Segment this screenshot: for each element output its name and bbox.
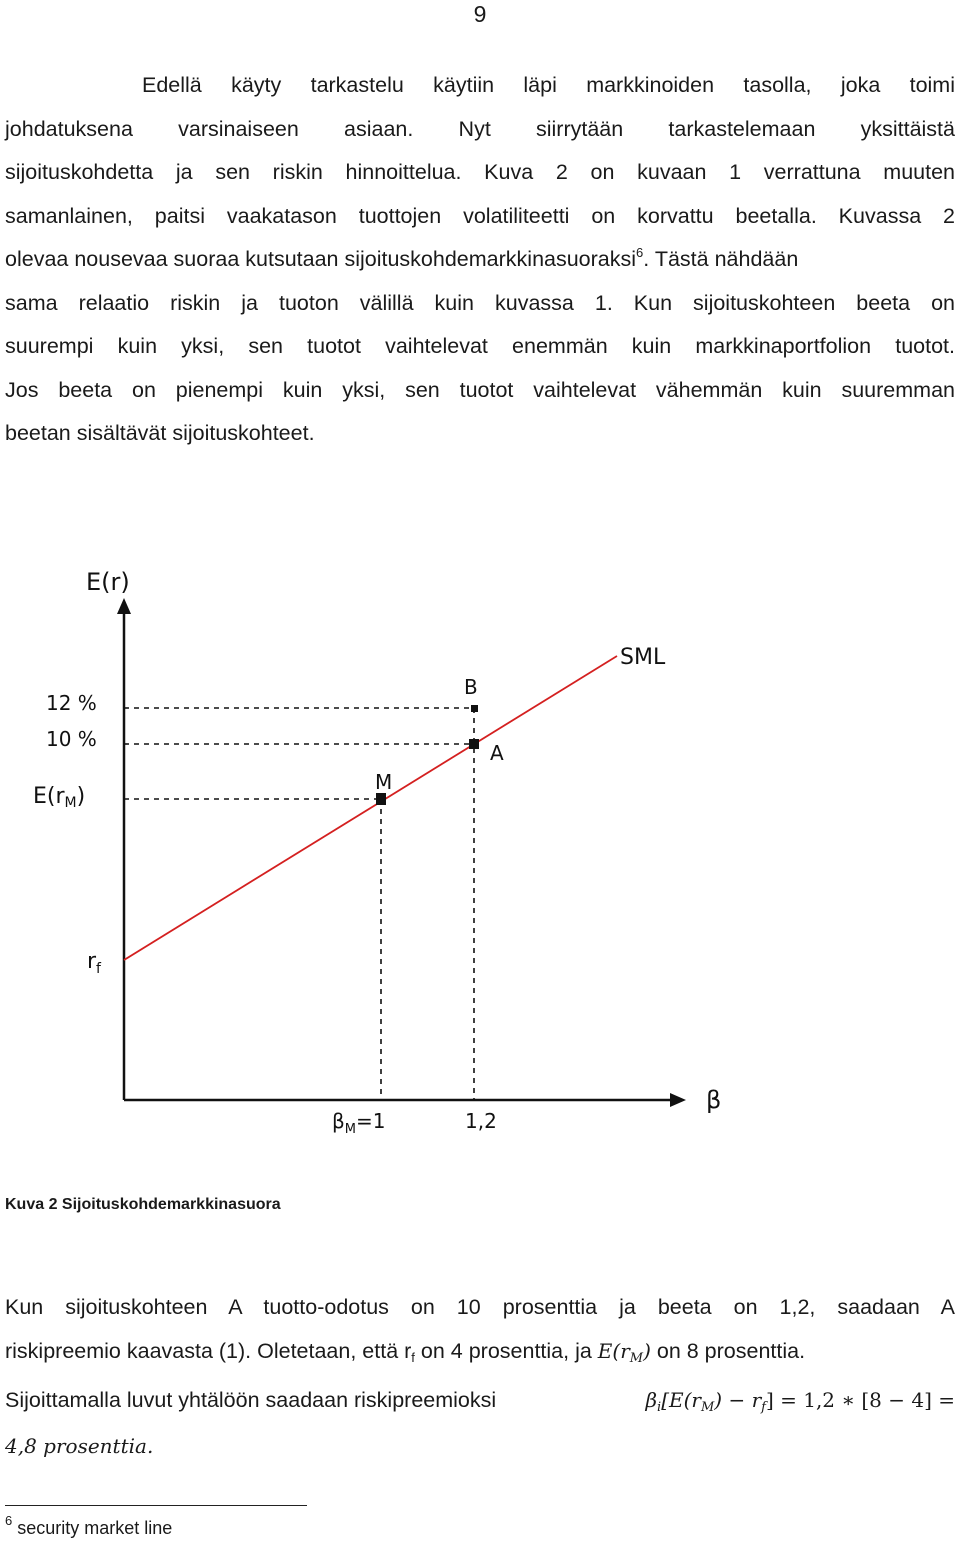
paragraph-line: sama relaatio riskin ja tuoton välillä kuin kuvassa 1. Kun sijoituskohteen beeta on [5,290,955,315]
y-axis-arrow-icon [117,598,131,614]
paragraph-line: Edellä käyty tarkastelu käytiin läpi markkinoiden tasolla, joka toimi [142,73,955,97]
point-a [469,739,479,749]
paragraph-line [5,238,955,282]
sml-label: SML [620,645,666,670]
y-tick-rf-sub: f [96,961,101,977]
footnote-reference: 6 [636,245,644,260]
x-tick-beta-m [332,1109,385,1137]
subscript: f [411,1349,415,1365]
math-subscript: i [657,1400,662,1415]
x-tick-1-2: 1,2 [465,1109,497,1133]
math-text: β [645,1388,658,1412]
point-m [376,793,386,805]
math-subscript: M [700,1400,715,1415]
figure-caption: Kuva 2 Sijoituskohdemarkkinasuora [5,1196,281,1213]
paragraph-formula-line [5,1378,955,1422]
math-subscript: f [761,1400,766,1415]
paragraph-line: suurempi kuin yksi, sen tuotot vaihtelevat enemmän kuin markkinaportfolion tuotot. [5,334,955,358]
paragraph-text: olevaa nousevaa suoraa kutsutaan sijoituskohdemarkkinasuoraksi [5,247,637,271]
paragraph-line: Jos beeta on pienempi kuin yksi, sen tuotot vaihtelevat vähemmän kuin suuremman [5,377,955,402]
footnote-text: security market line [12,1518,173,1538]
y-tick-erm-close: ) [76,784,86,809]
page-number: 9 [473,1,487,27]
paragraph-text: . Tästä nähdään [643,247,799,271]
point-b-label: B [464,675,478,699]
y-tick-rf-main: r [87,949,97,974]
y-tick-erm [33,784,85,811]
paragraph-text: on 8 prosenttia. [650,1338,806,1363]
point-a-label: A [490,741,504,765]
paragraph-text: riskipreemio kaavasta (1). Oletetaan, että r [5,1338,412,1363]
sml-line [124,656,617,960]
point-b [471,705,478,712]
x-tick-beta-m-main: β [332,1109,345,1133]
formula-result: 4,8 prosenttia. [5,1434,154,1458]
paragraph-line: samanlainen, paitsi vaakatason tuottojen volatiliteetti on korvattu beetalla. Kuvassa 2 [5,203,955,228]
math-subscript: M [629,1350,644,1366]
paragraph-line [5,1330,955,1374]
math-text: E(r [597,1338,630,1363]
paragraph-example [5,1286,955,1373]
y-tick-rf [87,949,102,977]
paragraph-line: sijoituskohdetta ja sen riskin hinnoittelua. Kuva 2 on kuvaan 1 verrattuna muuten [5,160,955,184]
sml-figure [0,540,960,1140]
footnote-number: 6 [5,1513,13,1528]
point-m-label: M [375,770,393,794]
y-tick-10: 10 % [46,727,97,751]
y-tick-erm-sub: M [64,795,77,811]
footnote-divider [5,1505,307,1506]
x-tick-beta-m-rest: =1 [355,1109,386,1133]
math-text: ) − r [714,1388,762,1412]
y-tick-erm-main: E(r [33,784,65,809]
math-text: [E(r [661,1388,701,1412]
paragraph-line: beetan sisältävät sijoituskohteet. [5,421,315,445]
paragraph-line: Kun sijoituskohteen A tuotto-odotus on 10 prosenttia ja beeta on 1,2, saadaan A [5,1295,955,1319]
paragraph-text: on 4 prosenttia, ja [414,1338,598,1363]
y-axis-label: E(r) [86,568,130,596]
math-text: ) [643,1338,651,1363]
paragraph-text: Sijoittamalla luvut yhtälöön saadaan riskipreemioksi [5,1388,497,1412]
math-erm [597,1338,651,1366]
x-axis-arrow-icon [670,1093,686,1107]
risk-premium-formula [645,1378,955,1422]
x-tick-beta-m-sub: M [344,1122,356,1137]
paragraph-intro [5,64,955,456]
y-tick-12: 12 % [46,691,97,715]
paragraph-line: johdatuksena varsinaiseen asiaan. Nyt siirrytään tarkastelemaan yksittäistä [5,116,955,141]
math-text: ] = 1,2 ∗ [8 − 4] = [765,1388,955,1412]
x-axis-label: β [706,1086,722,1114]
footnote [5,1513,173,1540]
